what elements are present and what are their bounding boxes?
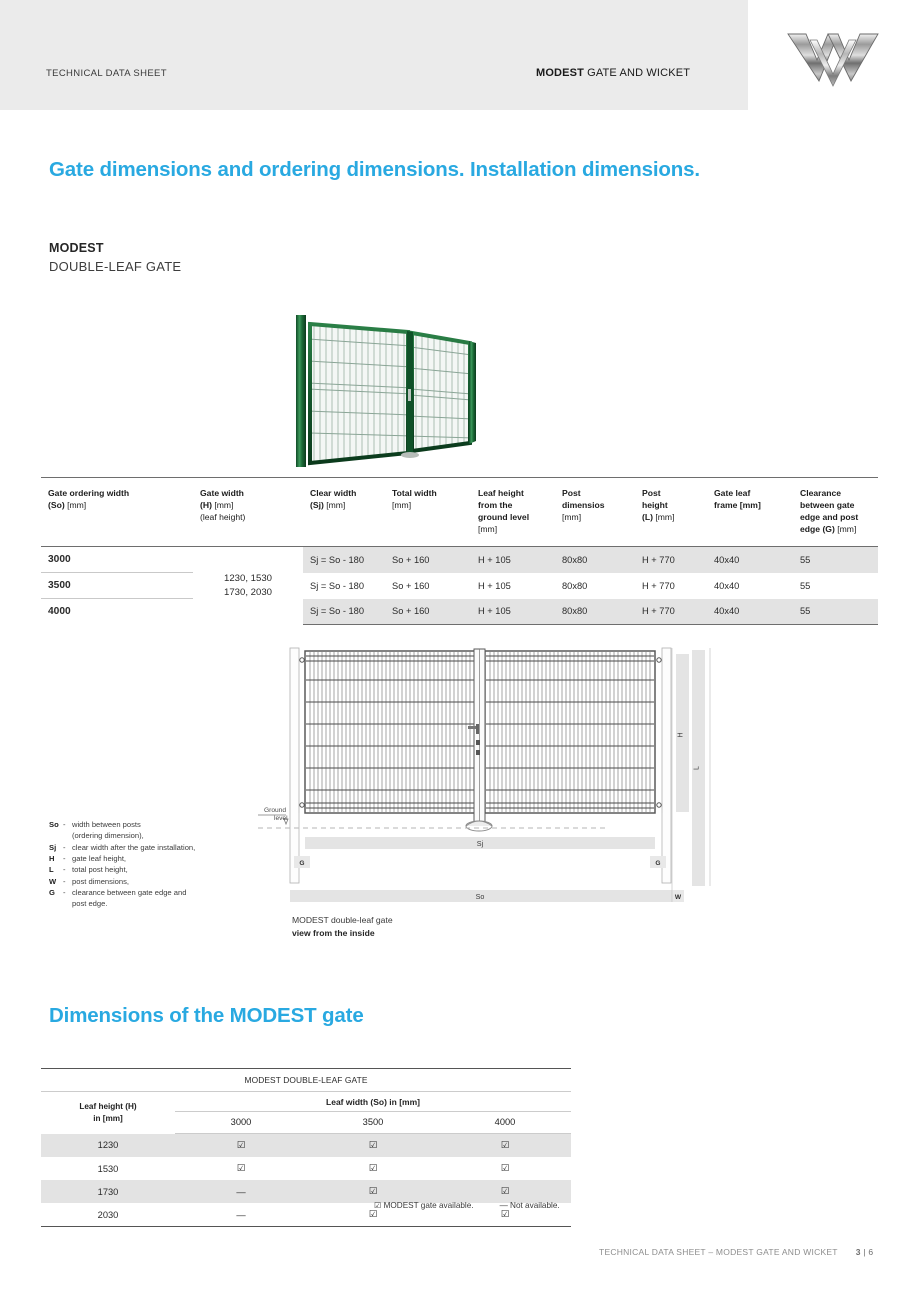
cell-leaf-frame: 40x40 xyxy=(714,580,740,591)
col-post-height: Post height (L) [mm] xyxy=(635,478,707,547)
table-row xyxy=(41,1134,571,1158)
page-title: Gate dimensions and ordering dimensions. Installation dimensions. xyxy=(49,158,700,181)
availability-mark: ☑ xyxy=(439,1180,571,1203)
availability-mark: ☑ xyxy=(175,1134,307,1158)
cell-post-height: H + 770 xyxy=(642,580,675,591)
cell-leaf-height: 1730 xyxy=(41,1180,175,1203)
legend-item xyxy=(49,819,195,830)
availability-mark: ☑ xyxy=(236,1163,246,1173)
cell-clearance: 55 xyxy=(800,580,811,591)
legend-text: post dimensions, xyxy=(72,876,129,886)
legend-symbol: G xyxy=(49,888,55,898)
symbol-legend xyxy=(49,819,195,910)
width-col-4000: 4000 xyxy=(439,1112,571,1134)
legend-text: clearance between gate edge and xyxy=(72,888,187,898)
dim-label-so: So xyxy=(475,892,485,901)
cell-leaf-height-ground: H + 105 xyxy=(471,599,555,625)
cell-leaf-height: 2030 xyxy=(41,1203,175,1227)
cell-post-dim: 80x80 xyxy=(555,547,635,573)
ground-level-label-line1: Ground xyxy=(264,807,286,814)
legend-not-available: — Not available. xyxy=(499,1201,560,1210)
availability-mark: ☑ xyxy=(368,1163,378,1173)
availability-mark: ☑ xyxy=(307,1203,439,1227)
gate-product-photo xyxy=(288,305,513,473)
cell-ordering-width: 4000 xyxy=(48,606,71,618)
availability-mark: ☑ xyxy=(500,1163,510,1173)
dim-label-sj: Sj xyxy=(476,839,484,848)
width-col-3500: 3500 xyxy=(307,1112,439,1134)
availability-mark: ☑ xyxy=(439,1134,571,1158)
leaf-height-header: Leaf height (H) in [mm] xyxy=(79,1102,137,1124)
legend-item xyxy=(49,864,195,875)
header-product-title xyxy=(536,67,690,79)
dim-label-g-left: G xyxy=(299,860,305,867)
footer-page-current: 3 xyxy=(855,1247,861,1257)
legend-text-cont: post edge. xyxy=(72,899,108,909)
page-header-bar xyxy=(0,0,748,110)
dim-label-g-right: G xyxy=(655,860,661,867)
footer-text: TECHNICAL DATA SHEET – MODEST GATE AND WICKET xyxy=(599,1247,838,1257)
cell-post-dim: 80x80 xyxy=(555,599,635,625)
availability-mark: — xyxy=(175,1203,307,1227)
cell-leaf-height-ground: H + 105 xyxy=(471,547,555,573)
cell-leaf-height: 1230 xyxy=(41,1134,175,1158)
header-product-brand: MODEST xyxy=(536,67,584,79)
footer-page-sep: | xyxy=(860,1247,869,1257)
table-row xyxy=(41,599,878,625)
gate-dimensions-table xyxy=(41,477,878,625)
table-row xyxy=(41,573,878,599)
drawing-caption: MODEST double-leaf gate view from the inside xyxy=(292,915,393,938)
legend-item xyxy=(49,876,195,887)
col-gate-ordering-width: Gate ordering width (So) [mm] xyxy=(41,478,193,547)
cell-leaf-height: 1530 xyxy=(97,1163,119,1174)
availability-mark: ☑ xyxy=(439,1203,571,1227)
cell-total-width: So + 160 xyxy=(392,580,430,591)
header-document-type: TECHNICAL DATA SHEET xyxy=(46,68,167,79)
cell-clearance: 55 xyxy=(793,547,878,573)
legend-dash: - xyxy=(63,842,66,852)
width-col-3000: 3000 xyxy=(175,1112,307,1134)
legend-symbol: H xyxy=(49,854,55,864)
header-product-suffix: GATE AND WICKET xyxy=(583,67,691,79)
product-subtitle: DOUBLE-LEAF GATE xyxy=(49,259,182,274)
cell-ordering-width: 3000 xyxy=(41,547,193,573)
legend-dash: - xyxy=(63,820,66,829)
section-title: Dimensions of the MODEST gate xyxy=(49,1004,364,1027)
col-post-dimensions: Post dimensios [mm] xyxy=(555,478,635,547)
legend-text: clear width after the gate installation, xyxy=(72,842,196,852)
dim-label-h: H xyxy=(677,732,685,738)
table-row xyxy=(41,547,878,573)
availability-mark: ☑ xyxy=(307,1134,439,1158)
cell-total-width: So + 160 xyxy=(385,547,471,573)
legend-dash: - xyxy=(63,876,66,886)
table-row xyxy=(41,1157,571,1180)
page-footer xyxy=(599,1247,873,1257)
col-total-width: Total width [mm] xyxy=(385,478,471,547)
leaf-width-header: Leaf width (So) in [mm] xyxy=(175,1092,571,1112)
col-clear-width: Clear width (Sj) [mm] xyxy=(303,478,385,547)
col-clearance: Clearance between gate edge and post edge (G) [mm] xyxy=(793,478,878,547)
cell-clear-width: Sj = So - 180 xyxy=(303,547,385,573)
legend-dash: - xyxy=(63,854,66,864)
availability-mark: ☑ xyxy=(307,1180,439,1203)
cell-ordering-width: 3500 xyxy=(41,573,193,599)
legend-item xyxy=(49,887,195,898)
cell-clear-width: Sj = So - 180 xyxy=(310,580,365,591)
cell-total-width: So + 160 xyxy=(385,599,471,625)
footer-page-total: 6 xyxy=(868,1247,874,1257)
legend-item xyxy=(49,853,195,864)
legend-available: ☑ MODEST gate available. xyxy=(374,1201,474,1210)
legend-dash: - xyxy=(63,888,66,898)
legend-symbol: L xyxy=(49,865,54,875)
table-subheader-row xyxy=(41,1092,571,1112)
table-top-header-row xyxy=(41,1069,571,1092)
table-header-row xyxy=(41,478,878,547)
legend-symbol: So xyxy=(49,820,59,829)
availability-legend xyxy=(374,1200,560,1210)
dim-label-w: W xyxy=(674,894,682,901)
cell-clear-width: Sj = So - 180 xyxy=(303,599,385,625)
cell-leaf-frame: 40x40 xyxy=(707,547,793,573)
cell-clearance: 55 xyxy=(793,599,878,625)
col-gate-width: Gate width (H) [mm] (leaf height) xyxy=(193,478,303,547)
cell-post-dim: 80x80 xyxy=(562,580,588,591)
product-name: MODEST xyxy=(49,241,104,255)
legend-text: total post height, xyxy=(72,865,128,875)
wisniowski-w-logo xyxy=(784,26,882,88)
gate-technical-drawing xyxy=(258,640,728,915)
legend-item xyxy=(49,842,195,853)
cell-gate-widths: 1230, 1530 1730, 2030 xyxy=(223,573,272,598)
ground-level-label-line2: level xyxy=(274,815,288,822)
legend-symbol: Sj xyxy=(49,842,57,852)
legend-symbol: W xyxy=(49,876,57,886)
cell-leaf-frame: 40x40 xyxy=(707,599,793,625)
legend-text: width between posts xyxy=(72,820,141,829)
legend-dash: - xyxy=(63,865,66,875)
dim-table-title: MODEST DOUBLE-LEAF GATE xyxy=(41,1069,571,1092)
legend-text-cont: (ordering dimension), xyxy=(72,831,144,841)
cell-leaf-height-ground: H + 105 xyxy=(478,580,511,591)
cell-post-height: H + 770 xyxy=(635,547,707,573)
legend-text: gate leaf height, xyxy=(72,854,127,864)
cell-post-height: H + 770 xyxy=(635,599,707,625)
dim-label-l: L xyxy=(693,766,701,770)
col-gate-leaf-frame: Gate leaf frame [mm] xyxy=(707,478,793,547)
availability-mark: — xyxy=(175,1180,307,1203)
col-leaf-height-ground: Leaf height from the ground level [mm] xyxy=(471,478,555,547)
